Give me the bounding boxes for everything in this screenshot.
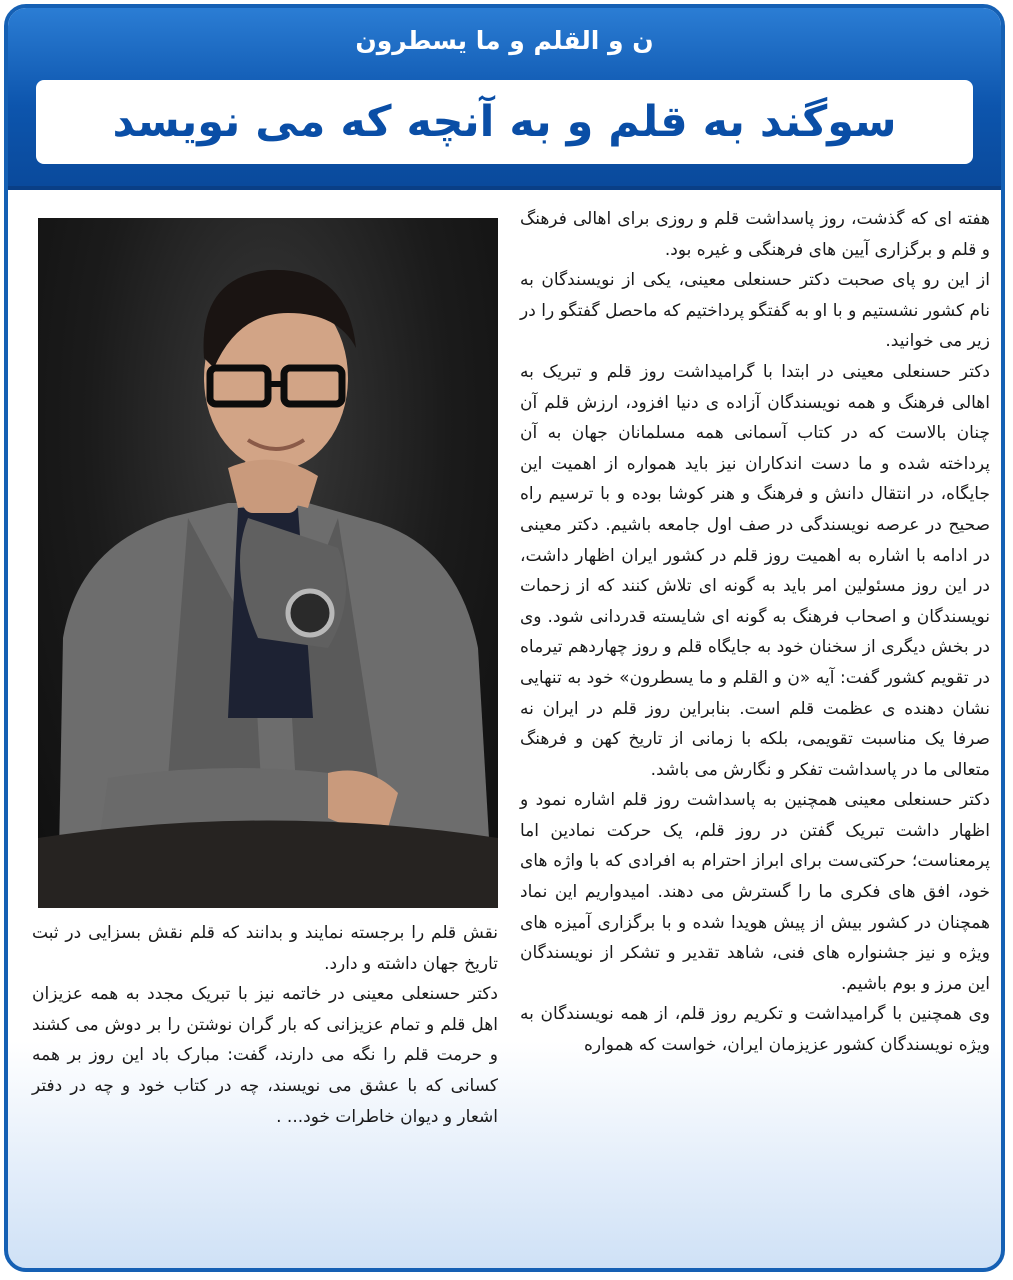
paragraph: دکتر حسنعلی معینی در خاتمه نیز با تبریک مجدد به همه عزیزان اهل قلم و تمام عزیزانی که بار گران نوشتن را بر دوش می کشند و حرمت قلم را نگه می دارند، گفت: مبارک باد این روز بر همه کسانی که با عشق می نویسند، چه در کتاب خود و چه در دفتر اشعار و دیوان خاطرات خود... . <box>32 984 498 1127</box>
article-frame <box>4 4 1005 1272</box>
article-body-right-column <box>520 204 990 1061</box>
article-title: سوگند به قلم و به آنچه که می نویسد <box>112 97 897 147</box>
title-box <box>36 80 973 164</box>
article-kicker: ن و القلم و ما یسطرون <box>355 26 654 55</box>
hand-under-chin <box>228 460 318 508</box>
portrait-illustration <box>38 218 498 908</box>
paragraph: هفته ای که گذشت، روز پاسداشت قلم و روزی برای اهالی فرهنگ و قلم و برگزاری آیین های فرهنگی و غیره بود. <box>520 209 990 260</box>
article-header <box>8 8 1001 190</box>
watch-icon <box>288 591 332 635</box>
paragraph: وی همچنین با گرامیداشت و تکریم روز قلم، از همه نویسندگان به ویژه نویسندگان کشور عزیزمان ایران، خواست که همواره <box>520 1004 990 1056</box>
paragraph: نقش قلم را برجسته نمایند و بدانند که قلم نقش بسزایی در ثبت تاریخ جهان داشته و دارد. <box>32 923 498 974</box>
paragraph: از این رو پای صحبت دکتر حسنعلی معینی، یکی از نویسندگان به نام کشور نشستیم و با او به گفتگو پرداختیم که ماحصل گفتگو را در زیر می خوانید. <box>520 270 990 352</box>
paragraph: دکتر حسنعلی معینی همچنین به پاسداشت روز قلم اشاره نمود و اظهار داشت تبریک گفتن در روز قلم، یک حرکت نمادین اما پرمعناست؛ حرکتی‌ست برای ابراز احترام به افرادی که با واژه های خود، افق های فکری ما را گسترش می دهند. امیدواریم این نماد همچنان در کشور بیش از پیش هویدا شده و با برگزاری آمیزه های ویژه و نیز جشنواره های فنی، شاهد تقدیر و تشکر از نویسندگان این مرز و بوم باشیم. <box>520 790 990 994</box>
article-body-left-column <box>32 918 498 1132</box>
paragraph: دکتر حسنعلی معینی در ابتدا با گرامیداشت روز قلم و تبریک به اهالی فرهنگ و همه نویسندگان آزاده ی دنیا افزود، ارزش قلم آن چنان بالاست که در کتاب آسمانی همه مسلمانان جهان به آن پرداخته شده و ما دست اندکاران نیز باید همواره از اهمیت این جایگاه، در انتقال دانش و فرهنگ و هنر کوشا بوده و با ترسیم راه صحیح در عرصه نویسندگی در صف اول جامعه باشیم. دکتر معینی در ادامه با اشاره به اهمیت روز قلم در کشور ایران اظهار داشت، در این روز مسئولین امر باید به گونه ای تلاش کنند که از زحمات نویسندگان و اصحاب فرهنگ به گونه ای شایسته قدردانی شود. وی در بخش دیگری از سخنان خود به جایگاه قلم و روز چهاردهم تیرماه در تقویم کشور گفت: آیه «ن و القلم و ما یسطرون» خود به تنهایی نشان دهنده ی عظمت قلم است. بنابراین روز قلم در ایران نه صرفا یک مناسبت تقویمی، بلکه با زمانی از تاریخ کهن و فرهنگ متعالی ما در پاسداشت تفکر و نگارش می باشد. <box>520 361 990 780</box>
chair-back-shape <box>38 821 498 909</box>
author-portrait-photo <box>38 218 498 908</box>
